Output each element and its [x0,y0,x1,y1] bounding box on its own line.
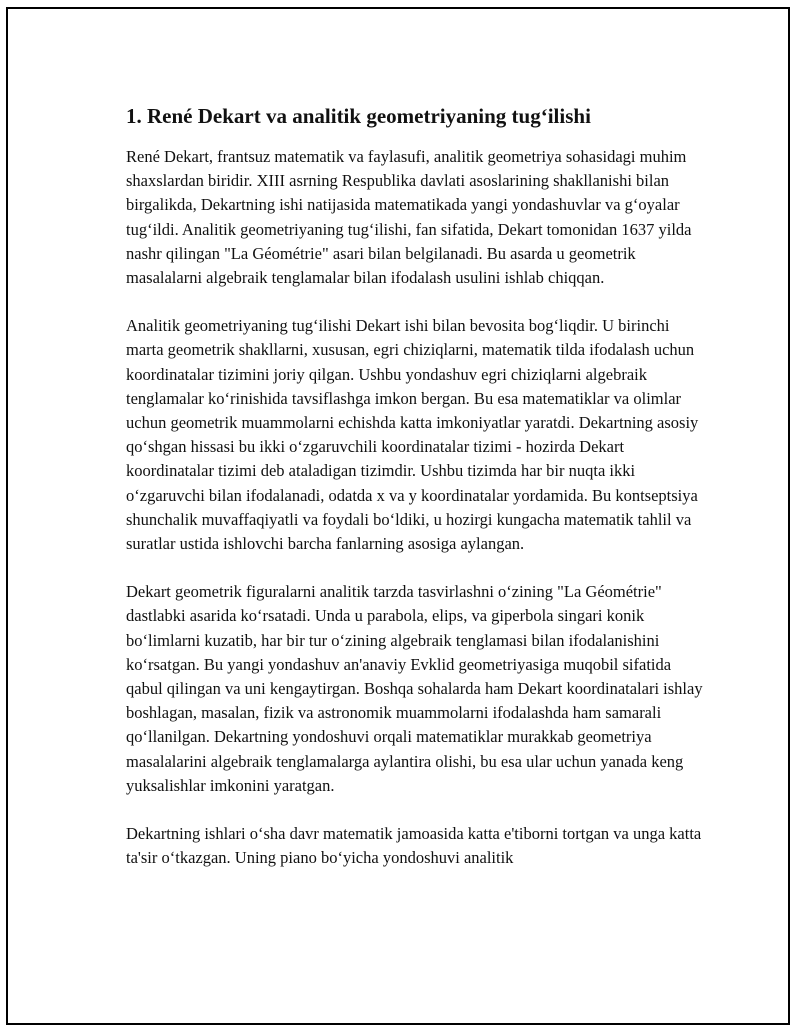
document-body [126,101,706,894]
paragraph-2: Analitik geometriyaning tug‘ilishi Dekart ishi bilan bevosita bog‘liqdir. U birinchi marta geometrik shakllarni, xususan, egri chiziqlarni, matematik tilda ifodalash uchun koordinatalar tizimini joriy qilgan. Ushbu yondashuv egri chiziqlarni algebraik tenglamalar ko‘rinishida tavsiflashga imkon bergan. Bu esa matematiklar va olimlar uchun geometrik muammolarni echishda katta imkoniyatlar yaratdi. Dekartning asosiy qo‘shgan hissasi bu ikki o‘zgaruvchili koordinatalar tizimi - hozirda Dekart koordinatalar tizimi deb ataladigan tizimdir. Ushbu tizimda har bir nuqta ikki o‘zgaruvchi bilan ifodalanadi, odatda x va y koordinatalar yordamida. Bu kontseptsiya shunchalik muvaffaqiyatli va foydali bo‘ldiki, u hozirgi kungacha matematik tahlil va suratlar ustida ishlovchi barcha fanlarning asosiga aylangan. [126,316,699,554]
section-title: 1. René Dekart va analitik geometriyaning tug‘ilishi [126,104,591,128]
page-frame [6,7,790,1025]
paragraph-1: René Dekart, frantsuz matematik va faylasufi, analitik geometriya sohasidagi muhim shaxslardan biridir. XIII asrning Respublika davlati asoslarining shakllanishi bilan birgalikda, Dekartning ishi natijasida matematikada yangi yondashuvlar va g‘oyalar tug‘ildi. Analitik geometriyaning tug‘ilishi, fan sifatida, Dekart tomonidan 1637 yilda nashr qilingan "La Géométrie" asari bilan belgilanadi. Bu asarda u geometrik masalalarni algebraik tenglamalar bilan ifodalash usulini ishlab chiqqan. [126,147,692,288]
paragraph-3: Dekart geometrik figuralarni analitik tarzda tasvirlashni o‘zining "La Géométrie" dastlabki asarida ko‘rsatadi. Unda u parabola, elips, va giperbola singari konik bo‘limlarni kuzatib, har bir tur o‘zining algebraik tenglamasi bilan ifodalanishini ko‘rsatgan. Bu yangi yondashuv an'anaviy Evklid geometriyasiga muqobil sifatida qabul qilingan va uni kengaytirgan. Boshqa sohalarda ham Dekart koordinatalari ishlay boshlagan, masalan, fizik va astronomik muammolarni ifodalashda ham samarali qo‘llanilgan. Dekartning yondoshuvi orqali matematiklar murakkab geometriya masalalarini algebraik tenglamalarga aylantira olishi, bu esa ular uchun yanada keng yuksalishlar imkonini yaratgan. [126,582,703,795]
paragraph-4: Dekartning ishlari o‘sha davr matematik jamoasida katta e'tiborni tortgan va unga katta ta'sir o‘tkazgan. Uning piano bo‘yicha yondoshuvi analitik [126,824,702,868]
